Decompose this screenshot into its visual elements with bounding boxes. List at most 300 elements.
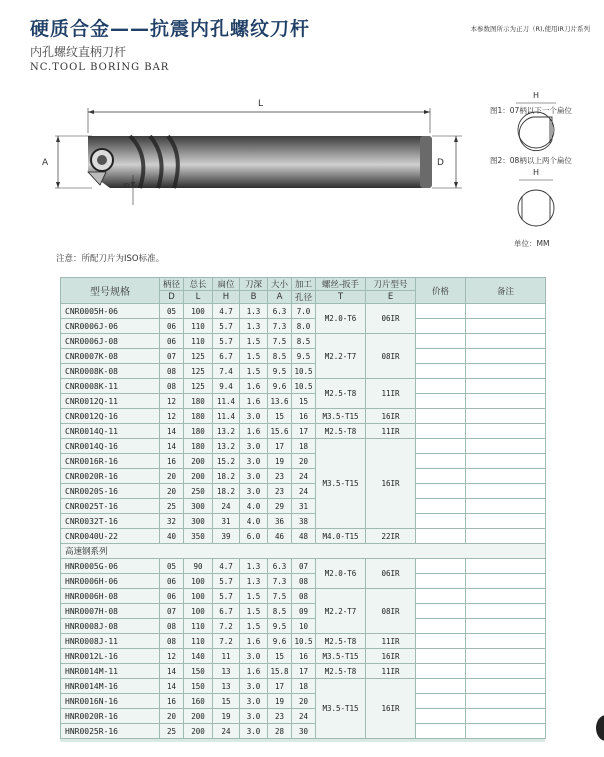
cell-remark <box>466 559 546 574</box>
cell-depth-b: 3.0 <box>240 694 268 709</box>
table-row <box>61 364 546 379</box>
cell-insert-model: 11IR <box>366 664 416 679</box>
cell-bore-dia: 31 <box>292 499 316 514</box>
cell-screw-wrench: M2.0-T6 <box>316 559 366 589</box>
cell-price <box>416 364 466 379</box>
cell-shank-d: 32 <box>160 514 184 529</box>
cell-length-l: 125 <box>184 379 213 394</box>
cell-price <box>416 424 466 439</box>
table-row <box>61 694 546 709</box>
cell-depth-b: 3.0 <box>240 454 268 469</box>
header-flat-sym: H <box>213 291 240 304</box>
header-screw: 螺丝-扳手 <box>316 278 366 291</box>
cell-length-l: 180 <box>184 424 213 439</box>
cell-remark <box>466 364 546 379</box>
cell-model: CNR0014Q-16 <box>61 439 160 454</box>
cell-price <box>416 634 466 649</box>
cell-remark <box>466 304 546 319</box>
page-subtitle: 内孔螺纹直柄刀杆 <box>30 45 127 59</box>
cell-bore-dia: 10.5 <box>292 364 316 379</box>
cell-model: HNR0016N-16 <box>61 694 160 709</box>
cell-model: CNR0012Q-11 <box>61 394 160 409</box>
table-row <box>61 334 546 349</box>
header-size-sym: A <box>268 291 292 304</box>
cell-bore-dia: 09 <box>292 604 316 619</box>
table-row <box>61 439 546 454</box>
cell-length-l: 110 <box>184 319 213 334</box>
cell-depth-b: 1.5 <box>240 604 268 619</box>
cell-shank-d: 12 <box>160 409 184 424</box>
cell-price <box>416 679 466 694</box>
cell-model: CNR0008K-11 <box>61 379 160 394</box>
cell-flat-h: 13.2 <box>213 424 240 439</box>
fig2-label-H: H <box>533 168 540 177</box>
cell-depth-b: 1.6 <box>240 424 268 439</box>
cell-shank-d: 14 <box>160 679 184 694</box>
table-row <box>61 664 546 679</box>
cell-flat-h: 13.2 <box>213 439 240 454</box>
cell-model: HNR0014M-16 <box>61 679 160 694</box>
table-row <box>61 574 546 589</box>
cell-remark <box>466 649 546 664</box>
english-title: NC.TOOL BORING BAR <box>30 62 170 73</box>
dim-label-A: A <box>42 158 49 168</box>
table-row <box>61 709 546 724</box>
cell-size-a: 28 <box>268 724 292 739</box>
cell-bore-dia: 20 <box>292 454 316 469</box>
cell-flat-h: 4.7 <box>213 304 240 319</box>
cell-depth-b: 1.6 <box>240 379 268 394</box>
cell-insert-model: 11IR <box>366 424 416 439</box>
cell-size-a: 9.5 <box>268 619 292 634</box>
cell-size-a: 36 <box>268 514 292 529</box>
table-row <box>61 589 546 604</box>
header-length: 总长 <box>184 278 213 291</box>
cell-length-l: 350 <box>184 529 213 544</box>
cell-model: CNR0025T-16 <box>61 499 160 514</box>
cell-insert-model: 11IR <box>366 379 416 409</box>
cell-screw-wrench: M3.5-T15 <box>316 439 366 529</box>
table-row <box>61 649 546 664</box>
cell-size-a: 17 <box>268 439 292 454</box>
fig1-label-H: H <box>533 91 540 100</box>
cell-length-l: 200 <box>184 469 213 484</box>
cell-depth-b: 4.0 <box>240 514 268 529</box>
cell-screw-wrench: M4.0-T15 <box>316 529 366 544</box>
cell-screw-wrench: M2.5-T8 <box>316 634 366 649</box>
cell-depth-b: 3.0 <box>240 724 268 739</box>
cell-bore-dia: 38 <box>292 514 316 529</box>
cell-length-l: 125 <box>184 364 213 379</box>
cell-size-a: 6.3 <box>268 559 292 574</box>
cell-size-a: 7.3 <box>268 574 292 589</box>
cell-flat-h: 9.4 <box>213 379 240 394</box>
cell-flat-h: 7.4 <box>213 364 240 379</box>
cell-bore-dia: 10.5 <box>292 379 316 394</box>
section-row-hss <box>61 544 546 559</box>
cell-model: HNR0025R-16 <box>61 724 160 739</box>
cell-model: CNR0005H-06 <box>61 304 160 319</box>
cell-insert-model: 16IR <box>366 679 416 739</box>
cell-remark <box>466 664 546 679</box>
cell-bore-dia: 18 <box>292 679 316 694</box>
cell-size-a: 9.6 <box>268 379 292 394</box>
header-price: 价格 <box>416 278 466 304</box>
table-row <box>61 499 546 514</box>
cell-shank-d: 25 <box>160 499 184 514</box>
dim-label-D: D <box>437 158 444 168</box>
cell-flat-h: 31 <box>213 514 240 529</box>
page-edge-mark <box>596 715 604 741</box>
cell-shank-d: 14 <box>160 664 184 679</box>
cell-shank-d: 20 <box>160 469 184 484</box>
cell-depth-b: 3.0 <box>240 709 268 724</box>
cell-flat-h: 4.7 <box>213 559 240 574</box>
cell-remark <box>466 439 546 454</box>
cell-depth-b: 3.0 <box>240 439 268 454</box>
cell-flat-h: 24 <box>213 724 240 739</box>
header-depth: 刀深 <box>240 278 268 291</box>
header-length-sym: L <box>184 291 213 304</box>
cell-size-a: 8.5 <box>268 604 292 619</box>
cell-size-a: 15.8 <box>268 664 292 679</box>
cell-length-l: 180 <box>184 439 213 454</box>
cell-depth-b: 1.6 <box>240 634 268 649</box>
cell-length-l: 300 <box>184 514 213 529</box>
cell-flat-h: 5.7 <box>213 319 240 334</box>
figure1-caption: 图1：07柄以下一个扁位 <box>490 106 572 115</box>
figure2-caption: 图2：08柄以上两个扁位 <box>490 156 572 165</box>
cell-length-l: 100 <box>184 574 213 589</box>
cell-model: HNR0008J-08 <box>61 619 160 634</box>
cell-price <box>416 469 466 484</box>
cell-screw-wrench: M2.2-T7 <box>316 334 366 379</box>
cell-size-a: 8.5 <box>268 349 292 364</box>
cell-size-a: 29 <box>268 499 292 514</box>
cell-depth-b: 1.5 <box>240 334 268 349</box>
cell-screw-wrench: M3.5-T15 <box>316 679 366 739</box>
table-row <box>61 319 546 334</box>
table-row <box>61 529 546 544</box>
cell-remark <box>466 724 546 739</box>
cell-flat-h: 18.2 <box>213 484 240 499</box>
cell-price <box>416 379 466 394</box>
cell-shank-d: 08 <box>160 619 184 634</box>
cell-remark <box>466 454 546 469</box>
cell-price <box>416 409 466 424</box>
cell-length-l: 100 <box>184 589 213 604</box>
header-insert: 刀片型号 <box>366 278 416 291</box>
cell-size-a: 7.3 <box>268 319 292 334</box>
cell-size-a: 23 <box>268 469 292 484</box>
cell-depth-b: 1.6 <box>240 664 268 679</box>
cell-insert-model: 16IR <box>366 439 416 529</box>
cell-bore-dia: 8.0 <box>292 319 316 334</box>
cell-price <box>416 724 466 739</box>
cell-shank-d: 05 <box>160 559 184 574</box>
cell-model: CNR0007K-08 <box>61 349 160 364</box>
cell-model: HNR0020R-16 <box>61 709 160 724</box>
cell-screw-wrench: M2.5-T8 <box>316 664 366 679</box>
cell-size-a: 46 <box>268 529 292 544</box>
cell-flat-h: 5.7 <box>213 334 240 349</box>
cell-screw-wrench: M2.2-T7 <box>316 589 366 634</box>
cell-size-a: 17 <box>268 679 292 694</box>
cell-price <box>416 304 466 319</box>
cell-depth-b: 3.0 <box>240 679 268 694</box>
cell-bore-dia: 20 <box>292 694 316 709</box>
cell-length-l: 180 <box>184 409 213 424</box>
cell-model: CNR0016R-16 <box>61 454 160 469</box>
cell-remark <box>466 589 546 604</box>
cell-flat-h: 13 <box>213 664 240 679</box>
cell-bore-dia: 16 <box>292 409 316 424</box>
insert-screw <box>97 155 107 165</box>
cell-remark <box>466 679 546 694</box>
cell-insert-model: 06IR <box>366 559 416 589</box>
cell-length-l: 125 <box>184 349 213 364</box>
cell-bore-dia: 24 <box>292 709 316 724</box>
cell-flat-h: 7.2 <box>213 619 240 634</box>
cell-size-a: 6.3 <box>268 304 292 319</box>
cell-model: CNR0012Q-16 <box>61 409 160 424</box>
cell-length-l: 160 <box>184 694 213 709</box>
cell-remark <box>466 709 546 724</box>
page-title: 硬质合金——抗震内孔螺纹刀杆 <box>30 18 311 40</box>
header-insert-sym: E <box>366 291 416 304</box>
cell-shank-d: 40 <box>160 529 184 544</box>
spec-table-body <box>61 304 546 739</box>
cell-length-l: 180 <box>184 394 213 409</box>
cell-price <box>416 349 466 364</box>
cell-remark <box>466 514 546 529</box>
header-size: 大小 <box>268 278 292 291</box>
boring-bar-drawing <box>0 0 604 260</box>
cell-remark <box>466 394 546 409</box>
table-row <box>61 349 546 364</box>
cell-depth-b: 1.5 <box>240 619 268 634</box>
orientation-note: 本参数图所示为正刀（R),使用IR刀片系列 <box>470 25 590 33</box>
cell-remark <box>466 499 546 514</box>
cell-bore-dia: 10.5 <box>292 634 316 649</box>
cell-flat-h: 15.2 <box>213 454 240 469</box>
cell-remark <box>466 469 546 484</box>
cell-screw-wrench: M2.0-T6 <box>316 304 366 334</box>
cell-price <box>416 694 466 709</box>
cell-shank-d: 08 <box>160 364 184 379</box>
cell-size-a: 19 <box>268 694 292 709</box>
cell-bore-dia: 08 <box>292 589 316 604</box>
cell-shank-d: 12 <box>160 649 184 664</box>
cell-size-a: 9.5 <box>268 364 292 379</box>
header-screw-sym: T <box>316 291 366 304</box>
cell-screw-wrench: M3.5-T15 <box>316 649 366 664</box>
cell-remark <box>466 424 546 439</box>
cell-shank-d: 12 <box>160 394 184 409</box>
cell-shank-d: 07 <box>160 604 184 619</box>
cell-bore-dia: 7.0 <box>292 304 316 319</box>
table-row <box>61 469 546 484</box>
cell-price <box>416 664 466 679</box>
cell-flat-h: 5.7 <box>213 589 240 604</box>
cell-length-l: 250 <box>184 484 213 499</box>
cell-bore-dia: 30 <box>292 724 316 739</box>
cell-size-a: 15 <box>268 649 292 664</box>
spec-table <box>60 277 546 739</box>
cell-bore-dia: 18 <box>292 439 316 454</box>
cell-bore-dia: 15 <box>292 394 316 409</box>
cell-shank-d: 06 <box>160 334 184 349</box>
cell-bore-dia: 16 <box>292 649 316 664</box>
cell-bore-dia: 24 <box>292 469 316 484</box>
table-row <box>61 619 546 634</box>
dim-label-B: B <box>122 182 131 188</box>
cell-shank-d: 08 <box>160 379 184 394</box>
cell-screw-wrench: M2.5-T8 <box>316 424 366 439</box>
cell-flat-h: 24 <box>213 499 240 514</box>
cell-length-l: 100 <box>184 304 213 319</box>
table-row <box>61 634 546 649</box>
cell-shank-d: 06 <box>160 574 184 589</box>
cell-size-a: 15.6 <box>268 424 292 439</box>
cell-shank-d: 25 <box>160 724 184 739</box>
cell-model: CNR0006J-08 <box>61 334 160 349</box>
cell-remark <box>466 634 546 649</box>
cell-size-a: 7.5 <box>268 334 292 349</box>
cell-length-l: 90 <box>184 559 213 574</box>
cell-remark <box>466 574 546 589</box>
cell-length-l: 200 <box>184 724 213 739</box>
cell-model: HNR0014M-11 <box>61 664 160 679</box>
fig2-section <box>518 190 554 226</box>
cell-flat-h: 7.2 <box>213 634 240 649</box>
cell-length-l: 110 <box>184 619 213 634</box>
cell-price <box>416 454 466 469</box>
cell-remark <box>466 334 546 349</box>
header-remark: 备注 <box>466 278 546 304</box>
cell-size-a: 9.6 <box>268 634 292 649</box>
cell-shank-d: 16 <box>160 454 184 469</box>
cell-length-l: 110 <box>184 334 213 349</box>
table-row <box>61 454 546 469</box>
table-row <box>61 424 546 439</box>
cell-depth-b: 1.5 <box>240 589 268 604</box>
cell-shank-d: 20 <box>160 484 184 499</box>
cell-shank-d: 08 <box>160 634 184 649</box>
cell-flat-h: 11.4 <box>213 409 240 424</box>
table-row <box>61 604 546 619</box>
cell-price <box>416 589 466 604</box>
cell-bore-dia: 08 <box>292 574 316 589</box>
cell-bore-dia: 9.5 <box>292 349 316 364</box>
cell-length-l: 150 <box>184 664 213 679</box>
cell-remark <box>466 319 546 334</box>
cell-flat-h: 11 <box>213 649 240 664</box>
cell-depth-b: 1.3 <box>240 319 268 334</box>
cell-remark <box>466 619 546 634</box>
cell-depth-b: 4.0 <box>240 499 268 514</box>
cell-bore-dia: 8.5 <box>292 334 316 349</box>
cell-insert-model: 16IR <box>366 409 416 424</box>
cell-depth-b: 1.3 <box>240 574 268 589</box>
cell-screw-wrench: M2.5-T8 <box>316 379 366 409</box>
cell-price <box>416 439 466 454</box>
cell-insert-model: 08IR <box>366 334 416 379</box>
cell-depth-b: 1.3 <box>240 559 268 574</box>
cell-price <box>416 649 466 664</box>
cell-model: HNR0006H-06 <box>61 574 160 589</box>
cell-price <box>416 529 466 544</box>
table-row <box>61 724 546 739</box>
cell-model: HNR0008J-11 <box>61 634 160 649</box>
cell-depth-b: 1.3 <box>240 304 268 319</box>
cell-remark <box>466 529 546 544</box>
table-row <box>61 394 546 409</box>
cell-depth-b: 6.0 <box>240 529 268 544</box>
table-row <box>61 484 546 499</box>
cell-flat-h: 18.2 <box>213 469 240 484</box>
cell-price <box>416 604 466 619</box>
cell-model: CNR0020S-16 <box>61 484 160 499</box>
cell-price <box>416 334 466 349</box>
cell-depth-b: 3.0 <box>240 649 268 664</box>
cell-price <box>416 619 466 634</box>
cell-price <box>416 709 466 724</box>
cell-depth-b: 3.0 <box>240 484 268 499</box>
cell-length-l: 200 <box>184 709 213 724</box>
table-row <box>61 514 546 529</box>
cell-bore-dia: 17 <box>292 424 316 439</box>
cell-length-l: 300 <box>184 499 213 514</box>
cell-shank-d: 06 <box>160 589 184 604</box>
cell-price <box>416 394 466 409</box>
table-row <box>61 304 546 319</box>
cell-shank-d: 14 <box>160 439 184 454</box>
cell-flat-h: 19 <box>213 709 240 724</box>
cell-price <box>416 559 466 574</box>
table-row <box>61 409 546 424</box>
bar-end <box>420 136 432 188</box>
cell-flat-h: 13 <box>213 679 240 694</box>
cell-shank-d: 05 <box>160 304 184 319</box>
cell-bore-dia: 07 <box>292 559 316 574</box>
cell-insert-model: 11IR <box>366 634 416 649</box>
cell-bore-dia: 24 <box>292 484 316 499</box>
cell-flat-h: 15 <box>213 694 240 709</box>
cell-size-a: 19 <box>268 454 292 469</box>
cell-flat-h: 6.7 <box>213 604 240 619</box>
cell-model: CNR0032T-16 <box>61 514 160 529</box>
cell-model: CNR0014Q-11 <box>61 424 160 439</box>
cell-shank-d: 06 <box>160 319 184 334</box>
cell-model: CNR0008K-08 <box>61 364 160 379</box>
cell-length-l: 140 <box>184 649 213 664</box>
cell-model: CNR0040U-22 <box>61 529 160 544</box>
table-row <box>61 379 546 394</box>
cell-insert-model: 22IR <box>366 529 416 544</box>
header-bore: 加工 <box>292 278 316 291</box>
cell-depth-b: 3.0 <box>240 469 268 484</box>
cell-model: HNR0005G-06 <box>61 559 160 574</box>
iso-note: 注意：所配刀片为ISO标准。 <box>56 254 165 264</box>
header-bore-sym: 孔径 <box>292 291 316 304</box>
bar-shank <box>150 136 430 188</box>
cell-length-l: 110 <box>184 634 213 649</box>
table-row <box>61 679 546 694</box>
cell-bore-dia: 17 <box>292 664 316 679</box>
cell-length-l: 200 <box>184 454 213 469</box>
cell-flat-h: 11.4 <box>213 394 240 409</box>
